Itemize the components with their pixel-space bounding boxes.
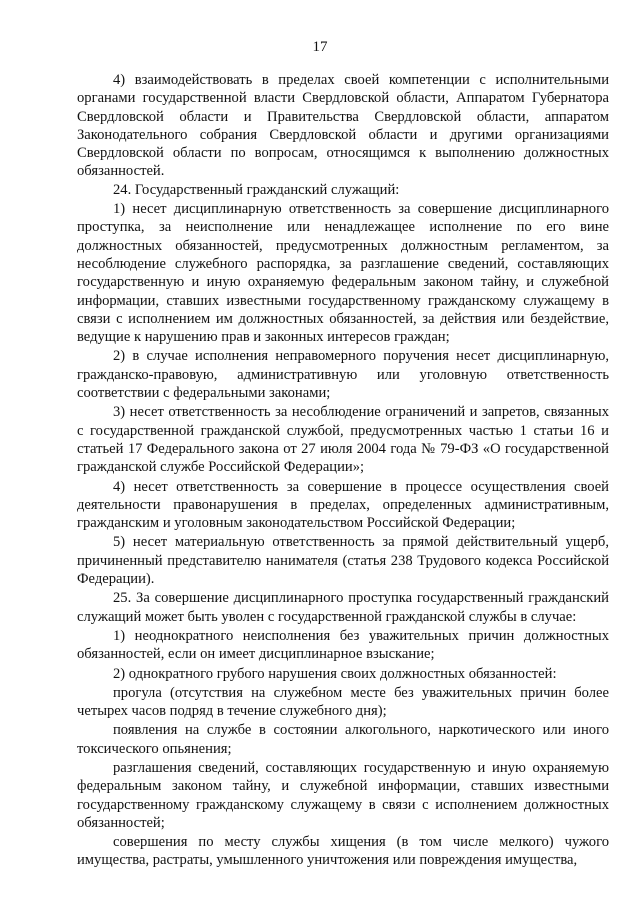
paragraph: 4) несет ответственность за совершение в процессе осуществления своей деятельности правонарушения в пределах, определенных административным, гражданским и уголовным законодательством Российской Федерации; <box>77 478 609 532</box>
paragraph: 5) несет материальную ответственность за прямой действительный ущерб, причиненный представителю нанимателя (статья 238 Трудового кодекса Российской Федерации). <box>77 534 609 588</box>
paragraph: 2) однократного грубого нарушения своих должностных обязанностей: <box>113 665 557 682</box>
paragraph: совершения по месту службы хищения (в том числе мелкого) чужого имущества, растраты, умышленного уничтожения или повреждения имущества, <box>77 834 609 869</box>
page-number: 17 <box>312 39 328 55</box>
paragraph: 1) несет дисциплинарную ответственность за совершение дисциплинарного проступка, за неисполнение или ненадлежащее исполнение по его вине должностных обязанностей, предусмотренных должностным регламентом, за несоблюдение служебного распорядка, за разглашение сведений, составляющих государственную и иную охраняемую федеральным законом тайну, и служебной информации, ставших известными государственному гражданскому служащему в связи с исполнением им должностных обязанностей, за действия или бездействие, ведущие к нарушению прав и законных интересов граждан; <box>77 201 609 346</box>
paragraph: 2) в случае исполнения неправомерного поручения несет дисциплинарную, гражданско-правовую, административную или уголовную ответственность соответствии с федеральными законами; <box>77 348 609 402</box>
document-body <box>77 71 609 870</box>
paragraph: прогула (отсутствия на служебном месте без уважительных причин более четырех часов подряд в течение служебного дня); <box>77 684 609 720</box>
paragraph: 25. За совершение дисциплинарного проступка государственный гражданский служащий может быть уволен с государственной гражданской службы в случае: <box>77 590 609 625</box>
paragraph: 3) несет ответственность за несоблюдение ограничений и запретов, связанных с государственной гражданской службой, предусмотренных частью 1 статьи 16 и статьей 17 Федерального закона от 27 июля 2004 года № 79-ФЗ «О государственной гражданской службе Российской Федерации»; <box>77 404 609 476</box>
paragraph: 4) взаимодействовать в пределах своей компетенции с исполнительными органами государственной власти Свердловской области, Аппаратом Губернатора Свердловской области и Правительства Свердловской области, аппаратом Законодательного собрания Свердловской области и другими организациями Свердловской области по вопросам, относящимся к выполнению должностных обязанностей. <box>77 72 609 180</box>
paragraph: появления на службе в состоянии алкогольного, наркотического или иного токсического опьянения; <box>77 722 609 757</box>
paragraph: 24. Государственный гражданский служащий: <box>113 181 400 198</box>
paragraph: разглашения сведений, составляющих государственную и иную охраняемую федеральным законом тайну, и служебной информации, ставших известными государственному гражданскому служащему в связи с исполнением должностных обязанностей; <box>77 759 609 831</box>
paragraph: 1) неоднократного неисполнения без уважительных причин должностных обязанностей, если он имеет дисциплинарное взыскание; <box>77 627 609 663</box>
